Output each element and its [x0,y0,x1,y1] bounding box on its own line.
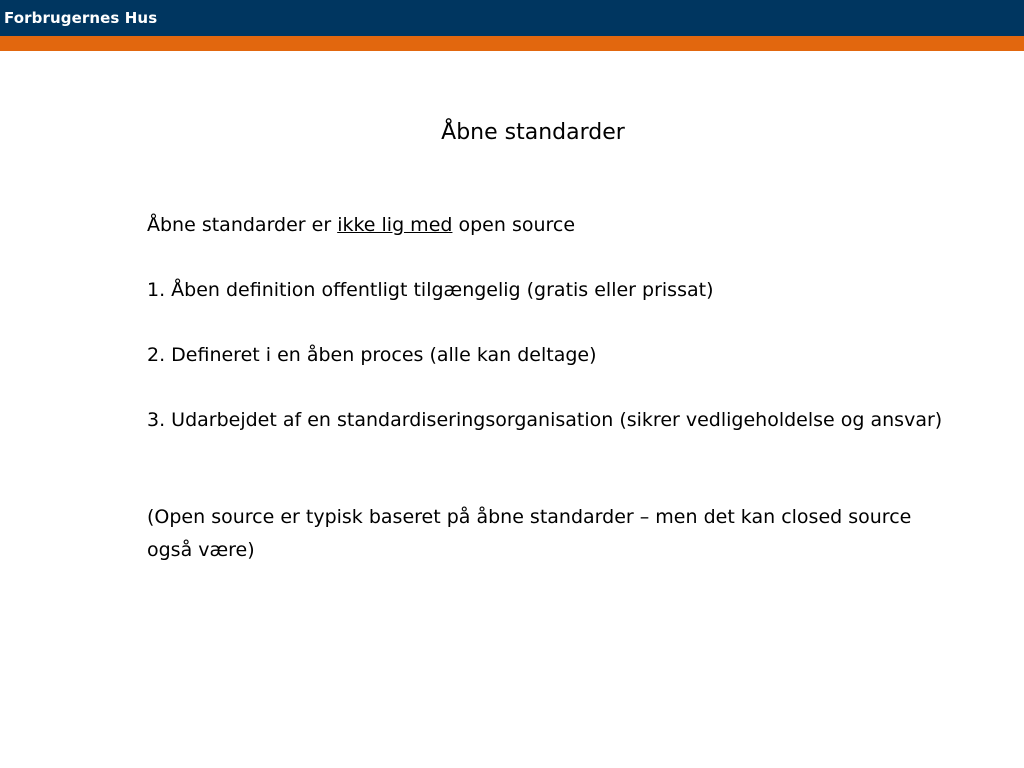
brand-logo-text: Forbrugernes Hus [4,9,158,27]
intro-text-before: Åbne standarder er [147,214,338,236]
intro-line [147,209,947,242]
slide-content [147,209,947,567]
point-3: 3. Udarbejdet af en standardiseringsorganisation (sikrer vedligeholdelse og ansvar) [147,409,943,431]
spacer [147,242,947,274]
accent-bar [0,36,1024,51]
spacer [147,437,947,501]
spacer [147,372,947,404]
spacer [147,307,947,339]
closing-note: (Open source er typisk baseret på åbne standarder – men det kan closed source også være) [147,506,912,561]
intro-emphasis: ikke lig med [337,214,453,236]
slide-title: Åbne standarder [441,120,625,145]
point-1: 1. Åben definition offentligt tilgængelig (gratis eller prissat) [147,279,714,301]
header-bar [0,0,1024,36]
point-2: 2. Defineret i en åben proces (alle kan deltage) [147,344,597,366]
intro-text-after: open source [452,214,576,236]
